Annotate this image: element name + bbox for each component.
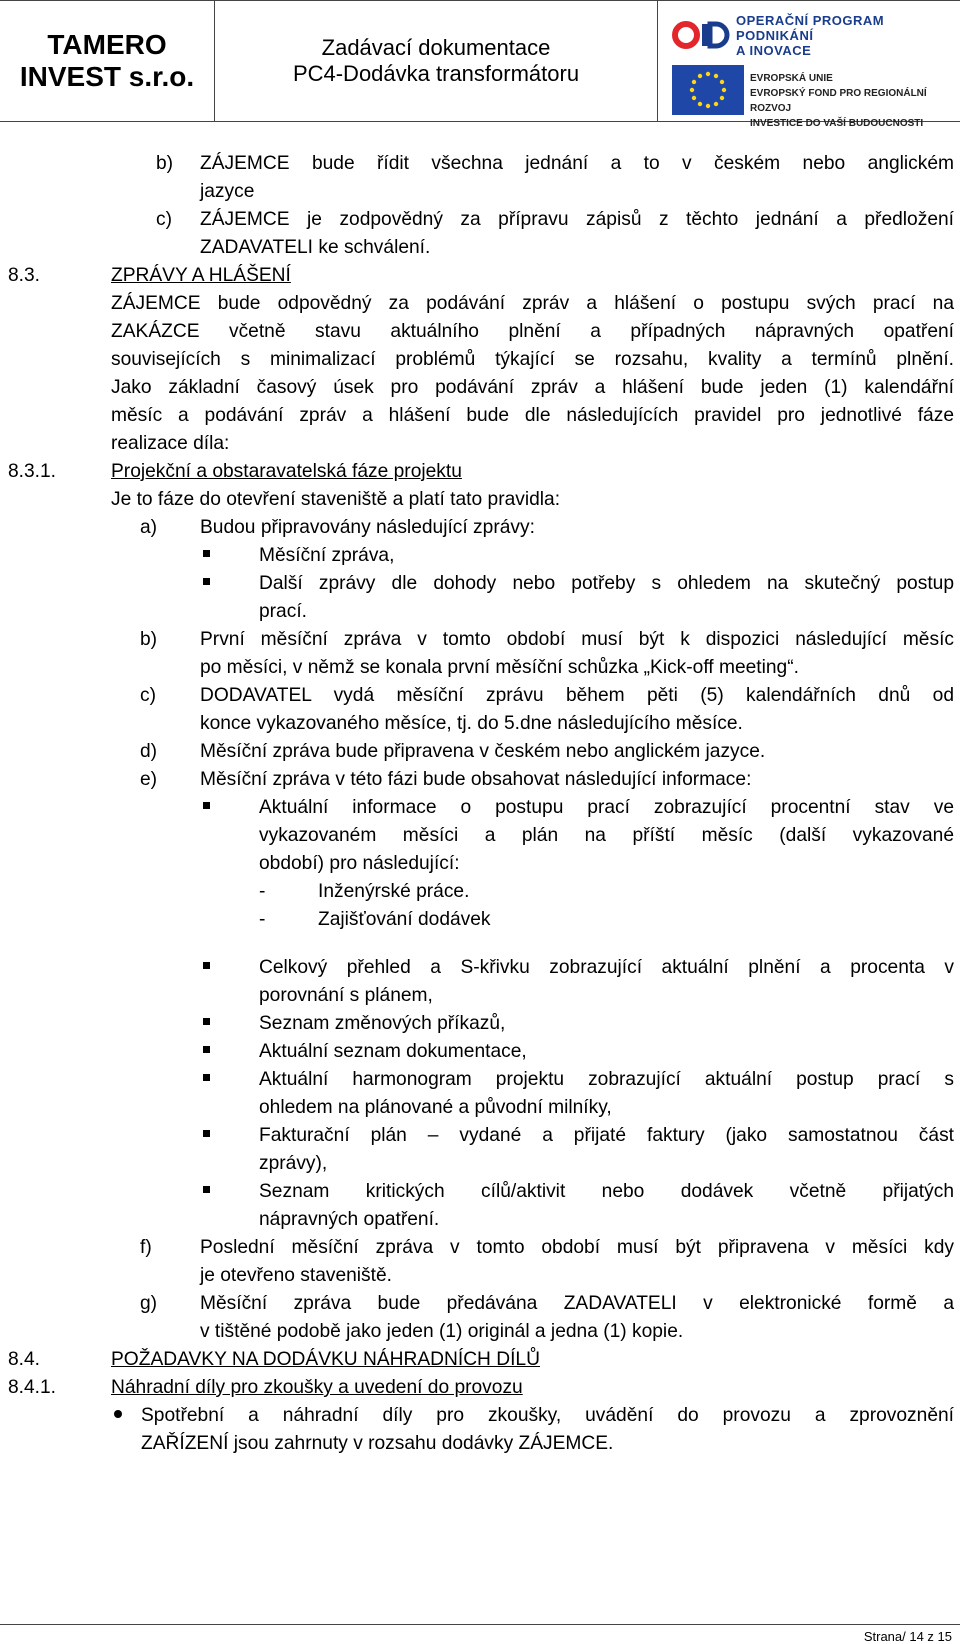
- text-line: nápravných opatření.: [259, 1209, 440, 1230]
- page-number: Strana/ 14 z 15: [863, 1629, 952, 1644]
- text-line: Inženýrské práce.: [318, 881, 470, 902]
- eu-line-3: INVESTICE DO VAŠÍ BUDOUCNOSTI: [750, 118, 924, 129]
- doc-title-line-1: Zadávací dokumentace: [321, 35, 551, 60]
- company-line-1: TAMERO: [47, 29, 167, 60]
- list-marker: c): [140, 685, 156, 706]
- text-line: jazyce: [200, 181, 255, 202]
- text-line: Aktuální harmonogram projektu zobrazující aktuální postup prací s: [259, 1069, 954, 1090]
- text-line: Celkový přehled a S-křivku zobrazující aktuální plnění a procenta v: [259, 957, 954, 978]
- bullet-icon: [203, 1074, 210, 1081]
- text-line: je otevřeno staveniště.: [200, 1265, 392, 1286]
- text-line: Měsíční zpráva,: [259, 545, 395, 566]
- doc-title-line-2: PC4-Dodávka transformátoru: [292, 61, 580, 86]
- text-line: po měsíci, v němž se konala první měsíční schůzka „Kick-off meeting“.: [200, 657, 799, 678]
- eu-line-2: EVROPSKÝ FOND PRO REGIONÁLNÍ ROZVOJ: [750, 88, 927, 114]
- text-line: Spotřební a náhradní díly pro zkoušky, uvádění do provozu a zprovoznění: [141, 1405, 954, 1426]
- text-line: Měsíční zpráva bude předávána ZADAVATELI v elektronické formě a: [200, 1293, 954, 1314]
- text-line: zprávy),: [259, 1153, 328, 1174]
- bullet-icon: [203, 1186, 210, 1193]
- text-line: ZÁJEMCE je zodpovědný za přípravu zápisů z těchto jednání a předložení: [200, 209, 954, 230]
- text-line: souvisejících s minimalizací problémů týkající se rozsahu, kvality a termínů plnění.: [111, 349, 954, 370]
- bullet-icon: [203, 1130, 210, 1137]
- text-line: Zajišťování dodávek: [318, 909, 491, 930]
- eu-line-1: EVROPSKÁ UNIE: [750, 73, 833, 84]
- text-line: ZÁJEMCE bude řídit všechna jednání a to v českém nebo anglickém: [200, 153, 954, 174]
- bullet-icon: [203, 802, 210, 809]
- bullet-icon: [203, 1018, 210, 1025]
- list-marker: -: [259, 881, 266, 902]
- section-number: 8.4.1.: [8, 1377, 57, 1398]
- text-line: konce vykazovaného měsíce, tj. do 5.dne následujícího měsíce.: [200, 713, 743, 734]
- section-heading: POŽADAVKY NA DODÁVKU NÁHRADNÍCH DÍLŮ: [111, 1349, 540, 1370]
- section-heading: Náhradní díly pro zkoušky a uvedení do provozu: [111, 1377, 523, 1398]
- list-marker: b): [140, 629, 158, 650]
- text-line: Je to fáze do otevření staveniště a platí tato pravidla:: [111, 489, 561, 510]
- section-number: 8.3.1.: [8, 461, 57, 482]
- list-marker: -: [259, 909, 266, 930]
- text-line: měsíc a podávání zpráv a hlášení bude dle následujících pravidel pro jednotlivé fáze: [111, 405, 954, 426]
- list-marker: c): [156, 209, 172, 230]
- list-marker: d): [140, 741, 158, 762]
- section-number: 8.3.: [8, 265, 41, 286]
- text-line: Aktuální informace o postupu prací zobrazující procentní stav ve: [259, 797, 954, 818]
- list-marker: g): [140, 1293, 158, 1314]
- text-line: Fakturační plán – vydané a přijaté faktury (jako samostatnou část: [259, 1125, 954, 1146]
- bullet-icon: [203, 578, 210, 585]
- text-line: porovnání s plánem,: [259, 985, 433, 1006]
- text-line: období) pro následující:: [259, 853, 460, 874]
- page-footer: [0, 1624, 960, 1644]
- text-line: První měsíční zpráva v tomto období musí být k dispozici následující měsíc: [200, 629, 954, 650]
- text-line: ZÁJEMCE bude odpovědný za podávání zpráv a hlášení o postupu svých prací na: [111, 293, 954, 314]
- text-line: Měsíční zpráva v této fázi bude obsahovat následující informace:: [200, 769, 752, 790]
- bullet-icon: [114, 1410, 122, 1418]
- bullet-icon: [203, 1046, 210, 1053]
- text-line: Aktuální seznam dokumentace,: [259, 1041, 527, 1062]
- text-line: Jako základní časový úsek pro podávání zpráv a hlášení bude jeden (1) kalendářní: [111, 377, 954, 398]
- text-line: ZADAVATELI ke schválení.: [200, 237, 431, 258]
- op-line-3: A INOVACE: [736, 43, 812, 58]
- list-marker: e): [140, 769, 158, 790]
- text-line: Poslední měsíční zpráva v tomto období musí být připravena v měsíci kdy: [200, 1237, 954, 1258]
- op-line-2: PODNIKÁNÍ: [736, 28, 814, 43]
- bullet-icon: [203, 550, 210, 557]
- list-marker: a): [140, 517, 158, 538]
- op-line-1: OPERAČNÍ PROGRAM: [736, 13, 885, 28]
- text-line: Měsíční zpráva bude připravena v českém nebo anglickém jazyce.: [200, 741, 766, 762]
- company-line-2: INVEST s.r.o.: [19, 61, 195, 92]
- text-line: ohledem na plánované a původní milníky,: [259, 1097, 612, 1118]
- text-line: Seznam změnových příkazů,: [259, 1013, 506, 1034]
- list-marker: b): [156, 153, 174, 174]
- section-heading: ZPRÁVY A HLÁŠENÍ: [111, 265, 291, 286]
- text-line: vykazovaném měsíci a plán na příští měsíc (další vykazované: [259, 825, 954, 846]
- text-line: ZAŘÍZENÍ jsou zahrnuty v rozsahu dodávky ZÁJEMCE.: [141, 1433, 614, 1454]
- text-line: Seznam kritických cílů/aktivit nebo dodávek včetně přijatých: [259, 1181, 954, 1202]
- text-line: ZAKÁZCE včetně stavu aktuálního plnění a případných nápravných opatření: [111, 321, 954, 342]
- text-line: DODAVATEL vydá měsíční zprávu během pěti (5) kalendářních dnů od: [200, 685, 954, 706]
- text-line: realizace díla:: [111, 433, 230, 454]
- text-line: Budou připravovány následující zprávy:: [200, 517, 535, 538]
- bullet-icon: [203, 962, 210, 969]
- text-line: Další zprávy dle dohody nebo potřeby s ohledem na skutečný postup: [259, 573, 954, 594]
- text-line: prací.: [259, 601, 307, 622]
- section-heading: Projekční a obstaravatelská fáze projektu: [111, 461, 462, 482]
- list-marker: f): [140, 1237, 152, 1258]
- text-line: v tištěné podobě jako jeden (1) originál a jedna (1) kopie.: [200, 1321, 684, 1342]
- section-number: 8.4.: [8, 1349, 41, 1370]
